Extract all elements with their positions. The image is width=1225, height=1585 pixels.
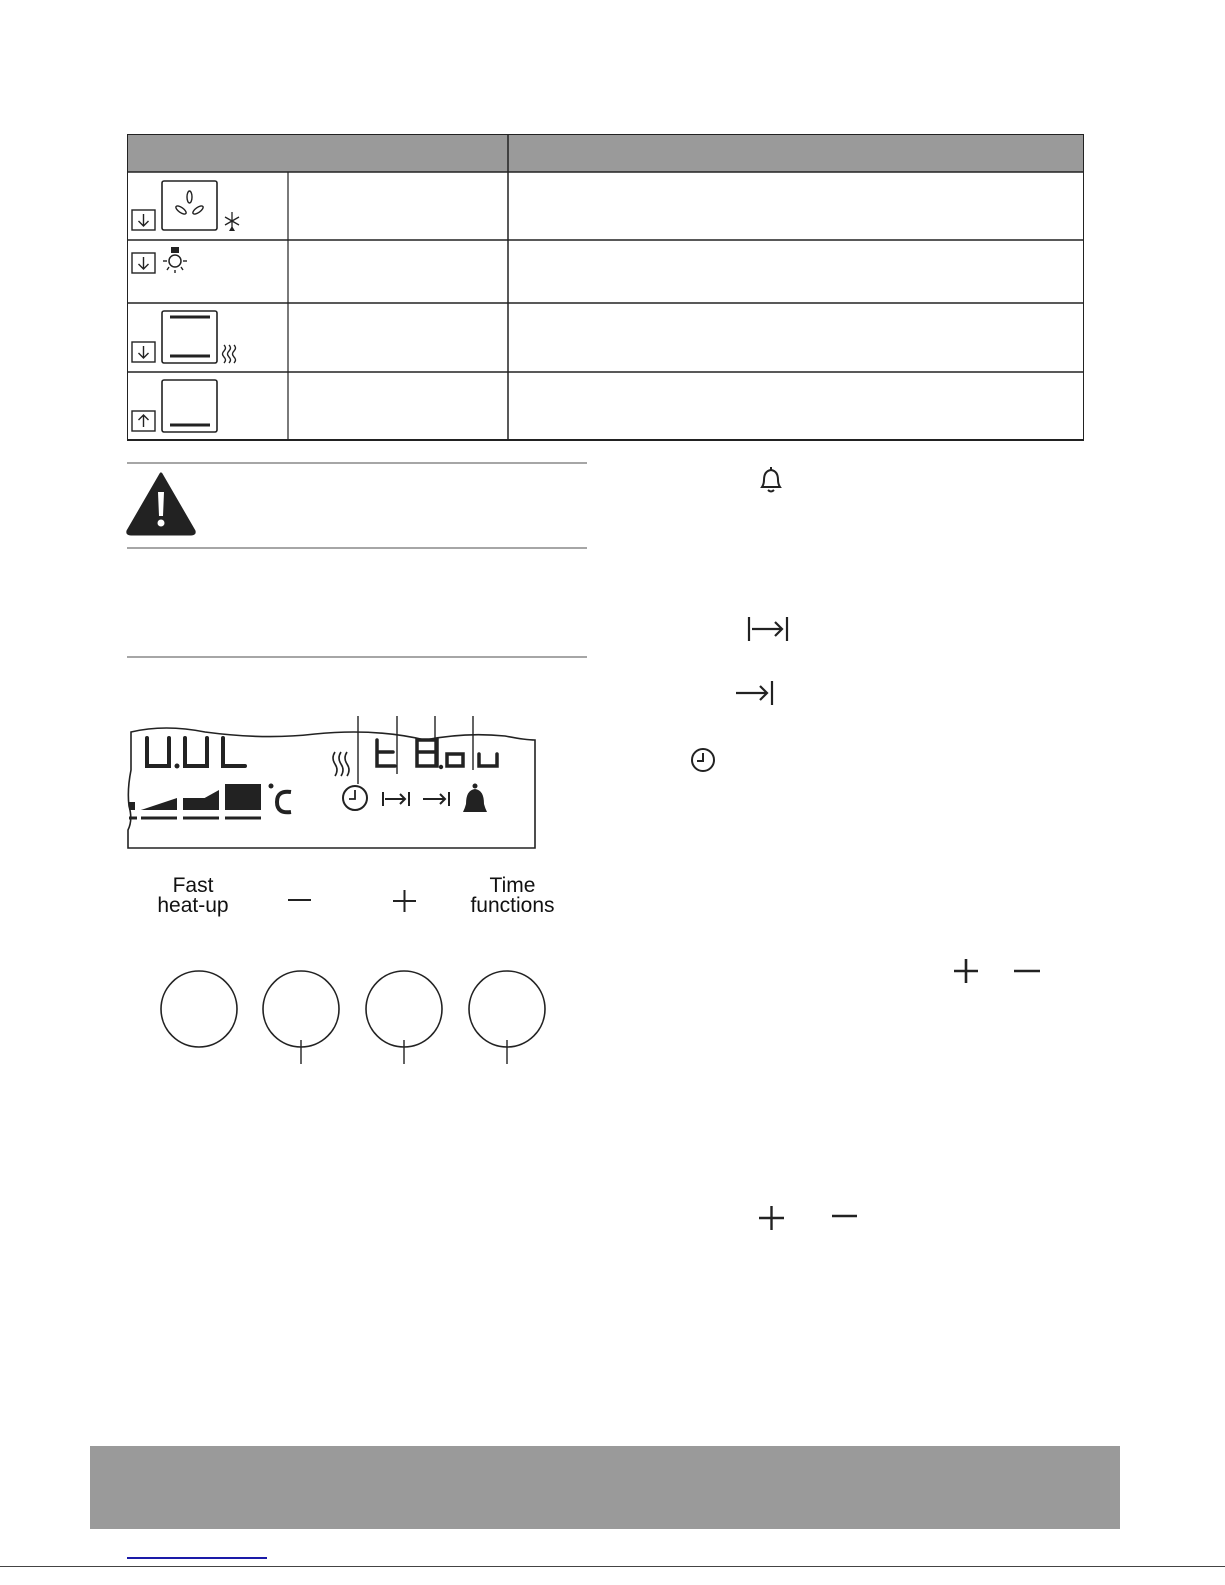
oven-lamp-function-icon — [130, 245, 200, 279]
time-functions-button[interactable] — [469, 971, 545, 1047]
plus-minus-icons-2 — [756, 1204, 866, 1234]
page-footer-band — [90, 1446, 1120, 1529]
plus-button[interactable] — [366, 971, 442, 1047]
fan-defrost-function-icon — [130, 178, 250, 234]
conventional-heat-function-icon — [130, 309, 250, 367]
bottom-heat-function-icon — [130, 377, 230, 435]
bell-icon — [758, 465, 784, 495]
oven-display — [125, 710, 545, 852]
clock-icon — [688, 745, 718, 775]
minus-button[interactable] — [263, 971, 339, 1047]
footer-link-underline[interactable] — [127, 1557, 267, 1559]
fast-heat-up-label: Fast heat-up — [157, 874, 229, 917]
duration-icon — [746, 614, 792, 644]
fast-heat-up-button[interactable] — [161, 971, 237, 1047]
end-time-icon — [732, 678, 778, 708]
minus-icon — [285, 888, 315, 912]
time-functions-label: Time functions — [470, 874, 555, 917]
page-bottom-rule — [0, 1566, 1225, 1567]
sensor-buttons — [150, 960, 560, 1070]
plus-icon — [390, 888, 420, 916]
warning-triangle-icon — [125, 470, 197, 536]
plus-minus-icons — [950, 956, 1044, 988]
